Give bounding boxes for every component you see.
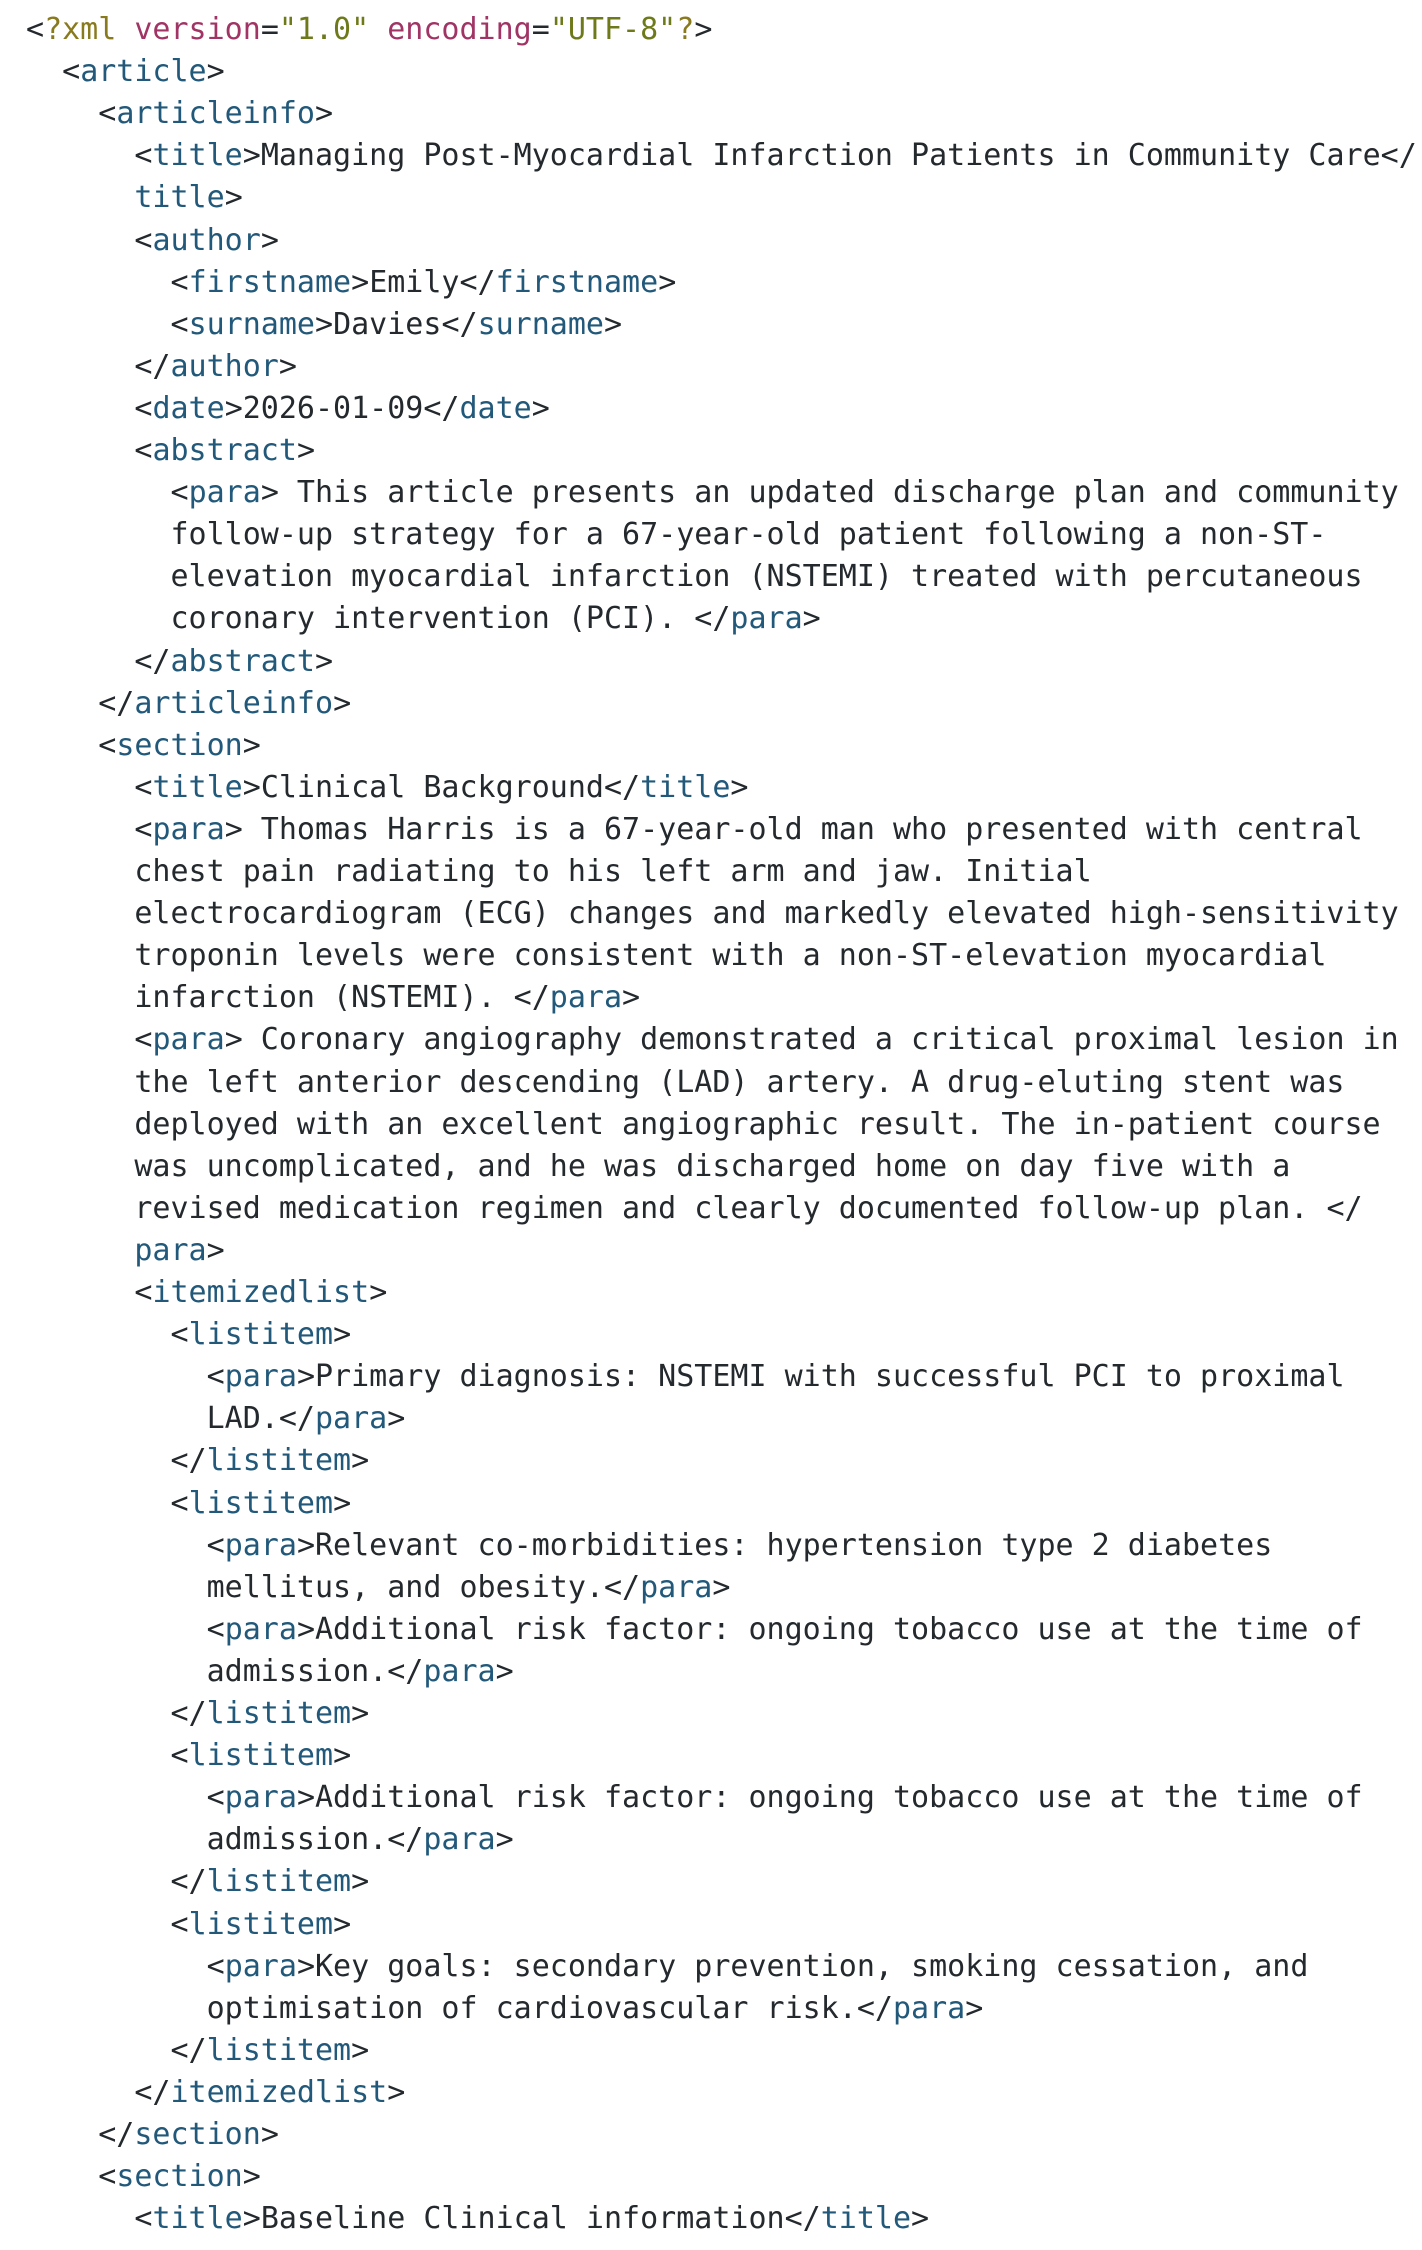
xml-text: Coronary angiography demonstrated a critical proximal lesion in <box>242 1022 1399 1058</box>
code-line <box>26 1567 730 1609</box>
code-line <box>26 1525 1272 1567</box>
xml-punctuation: > <box>296 1527 315 1563</box>
xml-punctuation: </ <box>26 2117 135 2152</box>
xml-punctuation: </ <box>26 643 171 679</box>
xml-text: Davies <box>333 306 442 342</box>
xml-punctuation: < <box>26 769 153 805</box>
xml-punctuation: < <box>26 2201 153 2237</box>
xml-punctuation: < <box>26 727 117 763</box>
code-line <box>26 9 712 51</box>
xml-declaration: ?xml <box>44 12 135 47</box>
xml-tag-name: section <box>116 727 243 763</box>
code-line <box>26 641 333 683</box>
xml-attribute-value: "UTF-8" <box>549 12 677 47</box>
code-line <box>26 1777 1363 1819</box>
xml-tag-name: title <box>152 2201 243 2237</box>
xml-punctuation: > <box>658 264 677 300</box>
code-line <box>26 1398 405 1440</box>
code-line <box>26 472 1399 514</box>
xml-text: This article presents an updated discharge plan and community <box>278 475 1399 511</box>
xml-tag-name: para <box>152 1022 225 1058</box>
xml-attribute-name: version <box>134 12 261 47</box>
xml-punctuation: < <box>26 222 153 258</box>
xml-punctuation: > <box>242 727 261 763</box>
code-line <box>26 935 1326 977</box>
xml-punctuation: > <box>712 1569 731 1605</box>
xml-text: Additional risk factor: ongoing tobacco use at the time of <box>315 1611 1363 1647</box>
xml-tag-name: article <box>80 54 207 90</box>
xml-punctuation: < <box>26 1022 153 1058</box>
xml-punctuation: > <box>296 1359 315 1395</box>
xml-punctuation: </ <box>856 1990 893 2026</box>
xml-punctuation: </ <box>423 390 460 426</box>
code-line <box>26 1735 351 1777</box>
xml-punctuation: < <box>26 811 153 847</box>
code-line <box>26 135 1417 177</box>
code-line <box>26 1356 1345 1398</box>
xml-text: infarction (NSTEMI). <box>26 980 514 1016</box>
xml-punctuation: </ <box>26 1443 207 1479</box>
xml-punctuation: > <box>387 1401 406 1437</box>
code-line <box>26 2156 261 2198</box>
xml-tag-name: articleinfo <box>134 685 334 721</box>
xml-attribute-value: "1.0" <box>278 12 370 47</box>
code-line <box>26 1946 1308 1988</box>
xml-tag-name: listitem <box>188 1906 334 1942</box>
code-line <box>26 2114 279 2156</box>
code-line <box>26 977 640 1019</box>
xml-punctuation: </ <box>26 1696 207 1731</box>
xml-tag-name: date <box>459 390 532 426</box>
xml-punctuation: > <box>260 222 279 258</box>
xml-text: Clinical Background <box>260 769 604 805</box>
xml-punctuation: > <box>911 2201 930 2237</box>
xml-punctuation: </ <box>26 685 135 721</box>
xml-punctuation: > <box>224 180 243 216</box>
xml-text: coronary intervention (PCI). <box>26 601 695 637</box>
xml-tag-name: articleinfo <box>116 96 315 132</box>
xml-text: 2026-01-09 <box>242 390 424 426</box>
xml-punctuation: </ <box>26 348 171 384</box>
xml-tag-name: para <box>315 1401 388 1437</box>
xml-punctuation: > <box>206 1232 225 1268</box>
xml-punctuation: > <box>387 2074 406 2110</box>
code-line <box>26 1861 369 1903</box>
xml-text: follow-up strategy for a 67-year-old patient following a non-ST- <box>26 517 1327 553</box>
xml-text: revised medication regimen and clearly documented follow-up plan. <box>26 1190 1327 1226</box>
xml-text: elevation myocardial infarction (NSTEMI) treated with percutaneous <box>26 559 1363 595</box>
xml-punctuation: > <box>296 1780 315 1816</box>
code-line <box>26 220 279 262</box>
code-line <box>26 1104 1381 1146</box>
xml-punctuation: > <box>242 138 261 174</box>
xml-punctuation: </ <box>694 601 731 637</box>
code-line <box>26 1062 1345 1104</box>
code-line <box>26 1483 351 1525</box>
xml-punctuation: > <box>242 2201 261 2237</box>
xml-tag-name: section <box>116 2159 243 2195</box>
xml-punctuation: </ <box>1326 1190 1363 1226</box>
code-line <box>26 767 748 809</box>
xml-punctuation: > <box>531 390 550 426</box>
xml-text: Baseline Clinical information <box>260 2201 785 2237</box>
xml-punctuation: < <box>26 306 189 342</box>
xml-punctuation: > <box>333 1485 352 1521</box>
code-line <box>26 556 1363 598</box>
xml-punctuation: > <box>260 2117 279 2152</box>
code-line <box>26 2198 929 2240</box>
xml-declaration: ? <box>676 12 695 47</box>
xml-tag-name: listitem <box>206 1864 352 1900</box>
code-line <box>26 1904 351 1946</box>
code-line <box>26 809 1363 851</box>
xml-tag-name: para <box>224 1359 297 1395</box>
xml-tag-name: author <box>170 348 279 384</box>
xml-punctuation: > <box>242 769 261 805</box>
xml-punctuation: > <box>224 811 243 847</box>
xml-punctuation: </ <box>513 980 550 1016</box>
xml-tag-name: title <box>152 769 243 805</box>
xml-punctuation: < <box>26 1906 189 1942</box>
xml-tag-name: title <box>820 2201 912 2237</box>
xml-tag-name: itemizedlist <box>152 1275 370 1310</box>
code-line <box>26 430 315 472</box>
xml-punctuation: </ <box>278 1401 315 1437</box>
code-line <box>26 514 1326 556</box>
xml-text: Emily <box>369 264 460 300</box>
xml-punctuation: < <box>26 54 81 90</box>
xml-tag-name: title <box>640 769 731 805</box>
code-line <box>26 2030 369 2072</box>
xml-punctuation: </ <box>441 306 478 342</box>
xml-tag-name: section <box>134 2117 261 2152</box>
code-line <box>26 725 261 767</box>
xml-punctuation: > <box>604 306 623 342</box>
xml-tag-name: author <box>152 222 261 258</box>
xml-text: electrocardiogram (ECG) changes and markedly elevated high-sensitivity <box>26 896 1399 932</box>
xml-tag-name: para <box>224 1948 297 1984</box>
code-line <box>26 262 676 304</box>
xml-text: troponin levels were consistent with a non-ST-elevation myocardial <box>26 938 1327 974</box>
code-line <box>26 1146 1290 1188</box>
xml-tag-name: listitem <box>188 1317 334 1353</box>
xml-punctuation: < <box>26 1780 225 1816</box>
xml-tag-name: para <box>188 475 261 511</box>
xml-punctuation: > <box>730 769 749 805</box>
xml-punctuation: </ <box>26 2074 171 2110</box>
xml-text: LAD. <box>26 1401 279 1437</box>
code-line <box>26 388 550 430</box>
xml-tag-name: para <box>892 1990 966 2026</box>
code-line <box>26 93 333 135</box>
xml-punctuation: < <box>26 1527 225 1563</box>
xml-punctuation: > <box>351 1696 370 1731</box>
xml-tag-name: para <box>152 811 225 847</box>
xml-punctuation: < <box>26 1485 189 1521</box>
xml-punctuation: > <box>260 475 279 511</box>
xml-punctuation: = <box>260 12 279 47</box>
xml-punctuation: > <box>802 601 821 637</box>
code-line <box>26 2072 405 2114</box>
xml-punctuation: </ <box>387 1653 424 1689</box>
xml-punctuation: > <box>278 348 297 384</box>
code-line <box>26 851 1092 893</box>
xml-tag-name: listitem <box>206 1696 352 1731</box>
xml-tag-name: itemizedlist <box>170 2074 388 2110</box>
code-line <box>26 1188 1363 1230</box>
xml-text: Managing Post-Myocardial Infarction Patients in Community Care <box>260 138 1381 174</box>
xml-attribute-name: encoding <box>387 12 532 47</box>
xml-text: optimisation of cardiovascular risk. <box>26 1990 857 2026</box>
xml-text: Thomas Harris is a 67-year-old man who presented with central <box>242 811 1363 847</box>
xml-tag-name: para <box>224 1611 297 1647</box>
code-line <box>26 177 243 219</box>
xml-text: the left anterior descending (LAD) artery. A drug-eluting stent was <box>26 1064 1345 1100</box>
xml-punctuation: </ <box>459 264 496 300</box>
xml-tag-name: title <box>26 180 225 216</box>
xml-tag-name: surname <box>188 306 315 342</box>
xml-punctuation <box>369 12 387 47</box>
xml-punctuation: > <box>351 1443 370 1479</box>
xml-punctuation: </ <box>26 1864 207 1900</box>
xml-punctuation: < <box>26 96 117 132</box>
xml-punctuation: </ <box>603 1569 641 1605</box>
xml-punctuation: > <box>333 1738 352 1774</box>
xml-punctuation: > <box>495 1822 514 1858</box>
xml-punctuation: < <box>26 1359 225 1395</box>
xml-punctuation: = <box>531 12 550 47</box>
xml-tag-name: firstname <box>188 264 352 300</box>
code-line <box>26 1651 514 1693</box>
xml-punctuation: < <box>26 475 189 511</box>
xml-punctuation: > <box>333 1317 352 1353</box>
xml-punctuation: </ <box>26 2032 207 2068</box>
xml-tag-name: listitem <box>188 1738 334 1774</box>
code-line <box>26 1272 387 1314</box>
xml-punctuation: > <box>333 1906 352 1942</box>
xml-punctuation: < <box>26 1948 225 1984</box>
xml-tag-name: listitem <box>206 2032 352 2068</box>
xml-tag-name: date <box>152 390 225 426</box>
xml-tag-name: para <box>224 1527 297 1563</box>
xml-punctuation: > <box>351 2032 370 2068</box>
xml-text: deployed with an excellent angiographic result. The in-patient course <box>26 1106 1381 1142</box>
xml-tag-name: para <box>549 980 623 1016</box>
xml-punctuation: < <box>26 390 153 426</box>
xml-punctuation: < <box>26 1317 189 1353</box>
xml-tag-name: para <box>640 1569 713 1605</box>
xml-punctuation: > <box>296 1611 315 1647</box>
xml-punctuation: > <box>224 1022 243 1058</box>
code-line <box>26 304 622 346</box>
xml-text: chest pain radiating to his left arm and jaw. Initial <box>26 854 1092 889</box>
xml-punctuation: > <box>351 264 370 300</box>
xml-text: Key goals: secondary prevention, smoking cessation, and <box>315 1948 1309 1984</box>
code-line <box>26 1988 983 2030</box>
xml-punctuation: > <box>495 1653 514 1689</box>
xml-tag-name: surname <box>477 306 604 342</box>
code-line <box>26 598 821 640</box>
xml-punctuation: > <box>242 2159 261 2195</box>
xml-punctuation: > <box>296 1948 315 1984</box>
xml-tag-name: para <box>423 1653 496 1689</box>
xml-punctuation: > <box>315 96 334 132</box>
code-line <box>26 51 225 93</box>
xml-punctuation: < <box>26 1738 189 1774</box>
code-line <box>26 893 1399 935</box>
code-line <box>26 346 297 388</box>
code-line <box>26 1693 369 1735</box>
code-line <box>26 1314 351 1356</box>
xml-punctuation: </ <box>784 2201 821 2237</box>
xml-punctuation: < <box>26 1611 225 1647</box>
xml-tag-name: listitem <box>206 1443 352 1479</box>
xml-text: Primary diagnosis: NSTEMI with successful PCI to proximal <box>315 1359 1345 1395</box>
xml-text: Additional risk factor: ongoing tobacco use at the time of <box>315 1780 1363 1816</box>
xml-text: was uncomplicated, and he was discharged home on day five with a <box>26 1148 1291 1184</box>
xml-punctuation: > <box>965 1990 984 2026</box>
code-line <box>26 1609 1363 1651</box>
xml-punctuation: < <box>26 2159 117 2195</box>
xml-tag-name: title <box>152 138 243 174</box>
xml-punctuation: > <box>224 390 243 426</box>
xml-punctuation: < <box>26 433 153 468</box>
xml-punctuation: </ <box>1380 138 1417 174</box>
code-line <box>26 1819 514 1861</box>
xml-tag-name: firstname <box>495 264 659 300</box>
xml-text: Relevant co-morbidities: hypertension type 2 diabetes <box>315 1527 1273 1563</box>
xml-tag-name: abstract <box>152 433 297 468</box>
xml-tag-name: para <box>224 1780 297 1816</box>
xml-tag-name: listitem <box>188 1485 334 1521</box>
code-line <box>26 1019 1399 1061</box>
xml-punctuation: < <box>26 12 45 47</box>
xml-punctuation: > <box>351 1864 370 1900</box>
xml-punctuation: > <box>315 643 334 679</box>
xml-text: admission. <box>26 1653 388 1689</box>
code-line <box>26 683 351 725</box>
xml-text: admission. <box>26 1822 388 1858</box>
xml-punctuation: </ <box>387 1822 424 1858</box>
xml-punctuation: < <box>26 1275 153 1310</box>
xml-punctuation: > <box>206 54 225 90</box>
xml-tag-name: para <box>26 1232 207 1268</box>
xml-tag-name: abstract <box>170 643 315 679</box>
code-line <box>26 1230 225 1272</box>
xml-punctuation: </ <box>603 769 641 805</box>
xml-punctuation: < <box>26 138 153 174</box>
xml-punctuation: > <box>622 980 641 1016</box>
xml-punctuation: > <box>296 433 315 468</box>
xml-text: mellitus, and obesity. <box>26 1569 604 1605</box>
xml-punctuation: < <box>26 264 189 300</box>
xml-tag-name: para <box>730 601 803 637</box>
xml-punctuation: > <box>694 12 713 47</box>
xml-punctuation: > <box>315 306 334 342</box>
xml-tag-name: para <box>423 1822 496 1858</box>
xml-punctuation: > <box>369 1275 388 1310</box>
xml-punctuation: > <box>333 685 352 721</box>
code-line <box>26 1440 369 1482</box>
